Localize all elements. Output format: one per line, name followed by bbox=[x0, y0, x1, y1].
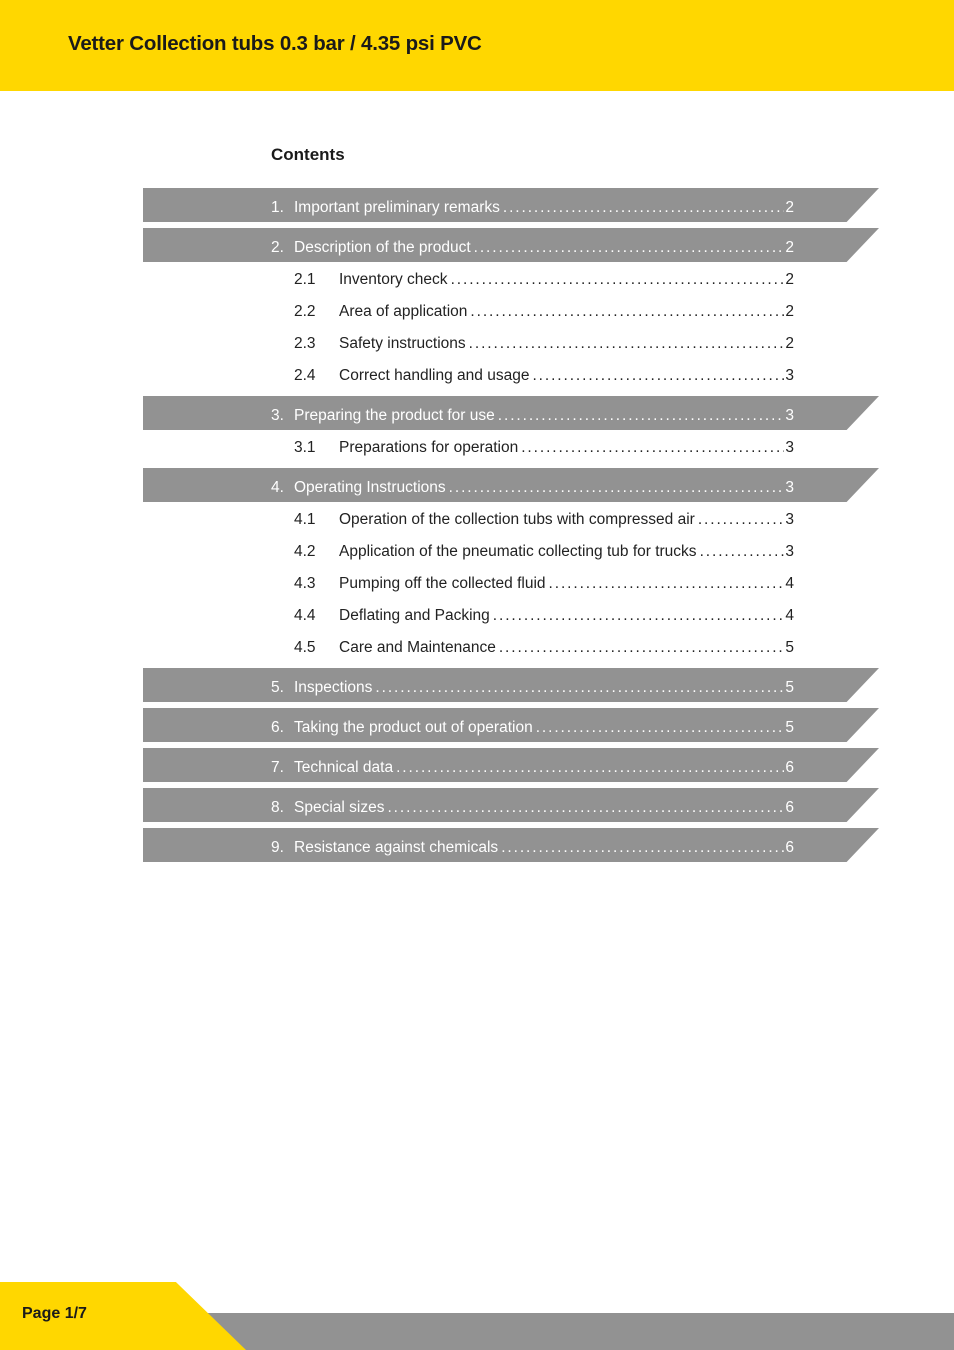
toc-leader-dots bbox=[451, 271, 785, 289]
toc-entry-page: 2 bbox=[785, 239, 794, 256]
toc-subsection-entry[interactable] bbox=[294, 433, 794, 457]
toc-entry-page: 5 bbox=[785, 639, 794, 656]
toc-entry-number: 2.4 bbox=[294, 367, 316, 384]
toc-section-entry[interactable] bbox=[271, 833, 794, 857]
toc-entry-page: 3 bbox=[785, 407, 794, 424]
toc-entry-title: Preparing the product for use bbox=[294, 407, 495, 424]
toc-section-entry[interactable] bbox=[271, 193, 794, 217]
toc-entry-page: 5 bbox=[785, 719, 794, 736]
toc-entry-number: 6. bbox=[271, 719, 284, 736]
toc-entry-page: 2 bbox=[785, 335, 794, 352]
toc-entry-number: 3. bbox=[271, 407, 284, 424]
toc-entry-title: Special sizes bbox=[294, 799, 385, 816]
toc-entry-number: 2.3 bbox=[294, 335, 316, 352]
toc-entry-page: 4 bbox=[785, 575, 794, 592]
toc-entry-page: 2 bbox=[785, 199, 794, 216]
toc-leader-dots bbox=[474, 239, 785, 257]
toc-entry-title: Area of application bbox=[339, 303, 468, 320]
toc-entry-page: 3 bbox=[785, 479, 794, 496]
toc-entry-page: 6 bbox=[785, 759, 794, 776]
toc-leader-dots bbox=[498, 407, 785, 425]
toc-subsection-entry[interactable] bbox=[294, 537, 794, 561]
toc-entry-title: Deflating and Packing bbox=[339, 607, 490, 624]
toc-entry-title: Pumping off the collected fluid bbox=[339, 575, 546, 592]
toc-leader-dots bbox=[700, 543, 785, 561]
toc-section-entry[interactable] bbox=[271, 401, 794, 425]
toc-entry-page: 5 bbox=[785, 679, 794, 696]
toc-entry-page: 3 bbox=[785, 439, 794, 456]
toc-entry-number: 4.1 bbox=[294, 511, 316, 528]
toc-entry-number: 1. bbox=[271, 199, 284, 216]
toc-entry-title: Description of the product bbox=[294, 239, 471, 256]
toc-entry-title: Preparations for operation bbox=[339, 439, 519, 456]
toc-section-entry[interactable] bbox=[271, 233, 794, 257]
toc-leader-dots bbox=[449, 479, 785, 497]
toc-section-entry[interactable] bbox=[271, 793, 794, 817]
toc-entry-number: 2. bbox=[271, 239, 284, 256]
toc-entry-title: Important preliminary remarks bbox=[294, 199, 500, 216]
toc-entry-page: 3 bbox=[785, 543, 794, 560]
toc-subsection-entry[interactable] bbox=[294, 601, 794, 625]
contents-heading: Contents bbox=[271, 145, 345, 164]
toc-entry-number: 9. bbox=[271, 839, 284, 856]
toc-leader-dots bbox=[698, 511, 785, 529]
toc-entry-number: 2.1 bbox=[294, 271, 316, 288]
toc-section-entry[interactable] bbox=[271, 673, 794, 697]
toc-entry-number: 4. bbox=[271, 479, 284, 496]
document-title: Vetter Collection tubs 0.3 bar / 4.35 psi PVC bbox=[68, 32, 482, 55]
toc-entry-title: Inventory check bbox=[339, 271, 448, 288]
toc-entry-title: Technical data bbox=[294, 759, 394, 776]
toc-entry-number: 3.1 bbox=[294, 439, 316, 456]
toc-leader-dots bbox=[549, 575, 785, 593]
page-indicator: Page 1/7 bbox=[22, 1305, 87, 1322]
toc-entry-page: 2 bbox=[785, 303, 794, 320]
toc-entry-page: 6 bbox=[785, 799, 794, 816]
toc-entry-page: 4 bbox=[785, 607, 794, 624]
toc-entry-title: Safety instructions bbox=[339, 335, 466, 352]
toc-entry-number: 4.3 bbox=[294, 575, 316, 592]
toc-entry-page: 2 bbox=[785, 271, 794, 288]
toc-subsection-entry[interactable] bbox=[294, 633, 794, 657]
toc-entry-title: Operation of the collection tubs with compressed air bbox=[339, 511, 695, 528]
toc-entry-title: Operating Instructions bbox=[294, 479, 446, 496]
toc-leader-dots bbox=[503, 199, 785, 217]
toc-leader-dots bbox=[521, 439, 784, 457]
toc-entry-title: Correct handling and usage bbox=[339, 367, 530, 384]
toc-section-entry[interactable] bbox=[271, 473, 794, 497]
toc-leader-dots bbox=[532, 367, 784, 385]
toc-entry-title: Inspections bbox=[294, 679, 373, 696]
toc-leader-dots bbox=[469, 335, 785, 353]
toc-leader-dots bbox=[501, 839, 784, 857]
toc-entry-number: 5. bbox=[271, 679, 284, 696]
toc-leader-dots bbox=[493, 607, 785, 625]
toc-entry-number: 4.4 bbox=[294, 607, 316, 624]
toc-entry-title: Taking the product out of operation bbox=[294, 719, 533, 736]
toc-subsection-entry[interactable] bbox=[294, 569, 794, 593]
toc-entry-title: Application of the pneumatic collecting tub for trucks bbox=[339, 543, 697, 560]
toc-leader-dots bbox=[387, 799, 784, 817]
toc-entry-title: Care and Maintenance bbox=[339, 639, 496, 656]
toc-entry-page: 3 bbox=[785, 511, 794, 528]
toc-entry-number: 4.5 bbox=[294, 639, 316, 656]
toc-entry-number: 2.2 bbox=[294, 303, 316, 320]
toc-subsection-entry[interactable] bbox=[294, 297, 794, 321]
toc-leader-dots bbox=[536, 719, 785, 737]
toc-entry-number: 8. bbox=[271, 799, 284, 816]
toc-entry-page: 6 bbox=[785, 839, 794, 856]
toc-section-entry[interactable] bbox=[271, 753, 794, 777]
toc-leader-dots bbox=[470, 303, 784, 321]
toc-entry-page: 3 bbox=[785, 367, 794, 384]
toc-subsection-entry[interactable] bbox=[294, 265, 794, 289]
toc-leader-dots bbox=[375, 679, 784, 697]
toc-leader-dots bbox=[396, 759, 784, 777]
toc-subsection-entry[interactable] bbox=[294, 329, 794, 353]
toc-section-entry[interactable] bbox=[271, 713, 794, 737]
toc-subsection-entry[interactable] bbox=[294, 361, 794, 385]
toc-entry-title: Resistance against chemicals bbox=[294, 839, 499, 856]
toc-subsection-entry[interactable] bbox=[294, 505, 794, 529]
toc-entry-number: 4.2 bbox=[294, 543, 316, 560]
toc-entry-number: 7. bbox=[271, 759, 284, 776]
toc-leader-dots bbox=[499, 639, 785, 657]
